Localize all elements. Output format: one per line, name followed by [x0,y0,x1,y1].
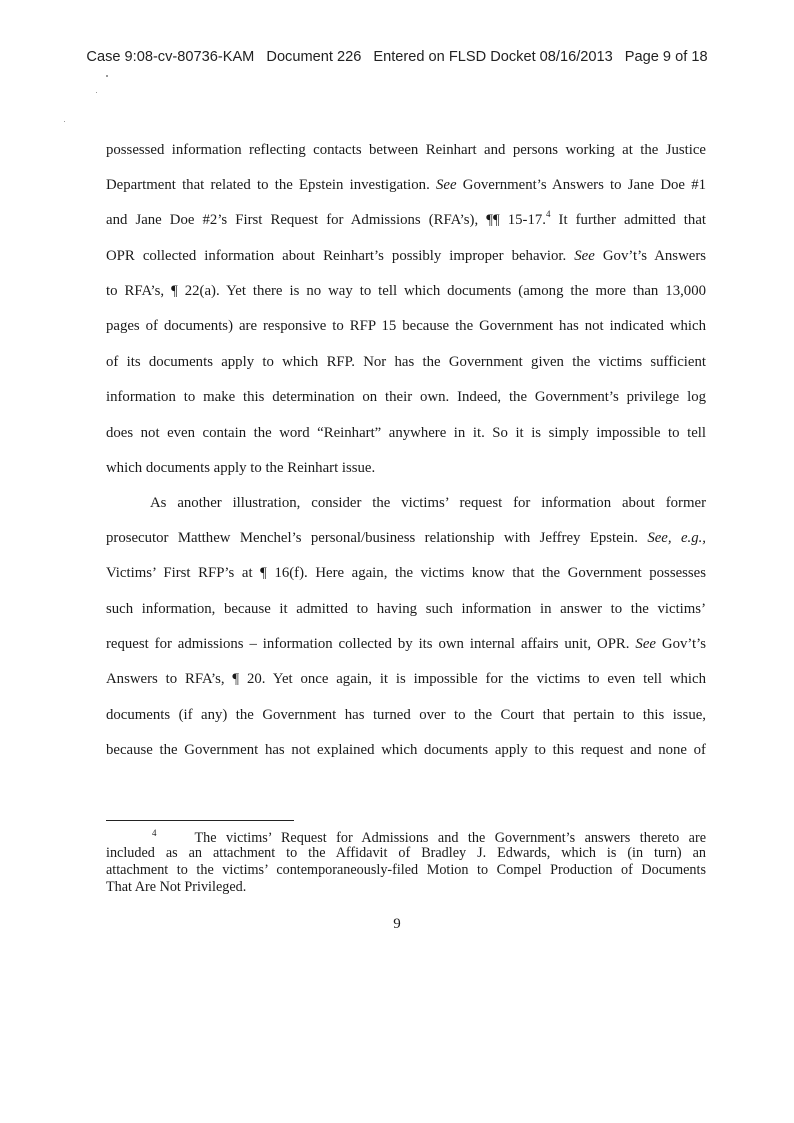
text-line: attachment to the victims’ contemporaneously-filed Motion to Compel Production of Documents [106,862,706,878]
text-line: because the Government has not explained which documents apply to this request and none of [106,742,706,758]
text-line: OPR collected information about Reinhart’s possibly improper behavior. See Gov’t’s Answers [106,248,707,264]
text-line: and Jane Doe #2’s First Request for Admissions (RFA’s), ¶¶ 15-17.$^4$ It further admitted that [106,209,706,228]
text-line: information to make this determination on their own. Indeed, the Government’s privilege log [106,389,706,405]
text-line: pages of documents) are responsive to RFP 15 because the Government has not indicated which [106,318,706,334]
text-line: Answers to RFA’s, ¶ 20. Yet once again, it is impossible for the victims to even tell which [106,671,706,687]
text-line: $^4$ The victims’ Request for Admissions and the Government’s answers thereto are [152,828,706,846]
text-line: to RFA’s, ¶ 22(a). Yet there is no way to tell which documents (among the more than 13,000 [106,283,706,299]
docket-header [0,49,794,65]
case-number: Case 9:08-cv-80736-KAM [86,49,255,65]
signal-see: See [635,636,656,652]
footnote-separator [106,820,294,821]
page-count: Page 9 of 18 [624,49,708,65]
text-line: which documents apply to the Reinhart issue. [106,460,376,476]
footnote-reference: 4 [545,209,551,219]
text-line: That Are Not Privileged. [106,879,247,895]
text-line: included as an attachment to the Affidavit of Bradley J. Edwards, which is (in turn) an [106,845,706,861]
text-line: documents (if any) the Government has turned over to the Court that pertain to this issue, [106,707,706,723]
text-line: request for admissions – information collected by its own internal affairs unit, OPR. See Gov’t’s [106,636,707,652]
scan-speck [64,121,65,122]
signal-see-eg: See, e.g., [647,530,707,546]
document-number: Document 226 [266,49,362,65]
text-line: possessed information reflecting contacts between Reinhart and persons working at the Justice [106,142,706,158]
text-line: of its documents apply to which RFP. Nor has the Government given the victims sufficient [106,354,706,370]
page-number: 9 [393,916,401,932]
text-line: such information, because it admitted to having such information in answer to the victims’ [106,601,706,617]
text-line: As another illustration, consider the victims’ request for information about former [150,495,706,511]
text-line: Department that related to the Epstein investigation. See Government’s Answers to Jane Doe #1 [106,177,706,193]
text-line: does not even contain the word “Reinhart” anywhere in it. So it is simply impossible to tell [106,425,706,441]
scan-speck [96,92,97,93]
signal-see: See [436,177,457,193]
signal-see: See [574,248,595,264]
docket-entry-date: Entered on FLSD Docket 08/16/2013 [373,49,613,65]
footnote-number: 4 [152,828,157,838]
text-line: prosecutor Matthew Menchel’s personal/business relationship with Jeffrey Epstein. See, e.g., [106,530,707,546]
text-line: Victims’ First RFP’s at ¶ 16(f). Here again, the victims know that the Government possesses [106,565,706,581]
scan-speck [106,75,108,77]
